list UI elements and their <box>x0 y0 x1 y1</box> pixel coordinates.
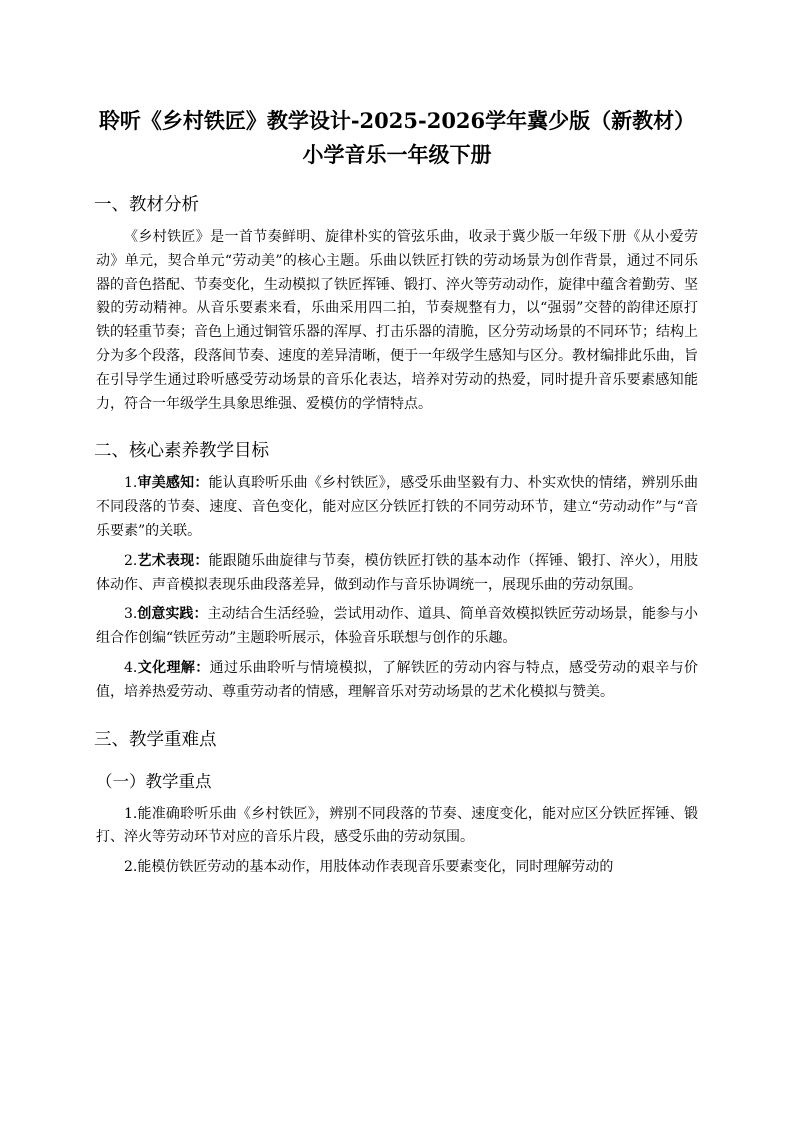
key-point-item-2 <box>96 856 698 880</box>
objective-num: 4. <box>124 659 138 676</box>
objective-item-4 <box>96 657 698 705</box>
objective-num: 1. <box>124 475 138 492</box>
objective-label: 审美感知： <box>137 475 209 492</box>
objective-label: 文化理解： <box>137 659 210 676</box>
objective-item-3 <box>96 603 698 651</box>
objective-text: 能跟随乐曲旋律与节奏，模仿铁匠打铁的基本动作（挥锤、锻打、淬火），用肢体动作、声音模拟表现乐曲段落差异，做到动作与音乐协调统一，展现乐曲的劳动氛围。 <box>96 552 699 593</box>
section-heading-analysis: 一、教材分析 <box>94 195 199 215</box>
key-point-text: 能模仿铁匠劳动的基本动作，用肢体动作表现音乐要素变化，同时理解劳动的 <box>137 859 614 876</box>
objective-text: 能认真聆听乐曲《乡村铁匠》，感受乐曲坚毅有力、朴实欢快的情绪，辨别乐曲不同段落的节奏、速度、音色变化，能对应区分铁匠打铁的不同劳动环节，建立“劳动动作”与“音乐要素”的关联。 <box>96 475 699 539</box>
subsection-heading-key-points: （一）教学重点 <box>96 771 212 791</box>
objective-text: 主动结合生活经验，尝试用动作、道具、简单音效模拟铁匠劳动场景，能参与小组合作创编“铁匠劳动”主题聆听展示，体验音乐联想与创作的乐趣。 <box>96 606 699 647</box>
key-point-text: 能准确聆听乐曲《乡村铁匠》，辨别不同段落的节奏、速度变化，能对应区分铁匠挥锤、锻打、淬火等劳动环节对应的音乐片段，感受乐曲的劳动氛围。 <box>96 805 698 846</box>
document-title: 聆听《乡村铁匠》教学设计-2025-2026学年冀少版（新教材）小学音乐一年级下册 <box>98 108 696 167</box>
section-heading-objectives: 二、核心素养教学目标 <box>94 441 269 462</box>
section-heading-key-points: 三、教学重难点 <box>94 729 217 750</box>
objective-item-2 <box>96 550 698 598</box>
objective-num: 3. <box>124 606 138 623</box>
analysis-paragraph: 《乡村铁匠》是一首节奏鲜明、旋律朴实的管弦乐曲，收录于冀少版一年级下册《从小爱劳动》单元，契合单元“劳动美”的核心主题。乐曲以铁匠打铁的劳动场景为创作背景，通过不同乐器的音色搭配、节奏变化，生动模拟了铁匠挥锤、锻打、淬火等劳动动作，旋律中蕴含着勤劳、坚毅的劳动精神。从音乐要素来看，乐曲采用四二拍，节奏规整有力，以“强弱”交替的韵律还原打铁的轻重节奏；音色上通过铜管乐器的浑厚、打击乐器的清脆，区分劳动场景的不同环节；结构上分为多个段落，段落间节奏、速度的差异清晰，便于一年级学生感知与区分。教材编排此乐曲，旨在引导学生通过聆听感受劳动场景的音乐化表达，培养对劳动的热爱，同时提升音乐要素感知能力，符合一年级学生具象思维强、爱模仿的学情特点。 <box>96 229 698 412</box>
objective-num: 2. <box>124 552 138 569</box>
objective-label: 创意实践： <box>137 606 208 623</box>
key-point-num: 2. <box>124 859 138 876</box>
objective-text: 通过乐曲聆听与情境模拟，了解铁匠的劳动内容与特点，感受劳动的艰辛与价值，培养热爱劳动、尊重劳动者的情感，理解音乐对劳动场景的艺术化模拟与赞美。 <box>96 659 699 700</box>
key-point-num: 1. <box>124 805 138 822</box>
objective-label: 艺术表现： <box>137 552 209 569</box>
key-point-item-1 <box>96 803 698 851</box>
objective-item-1 <box>96 472 698 543</box>
